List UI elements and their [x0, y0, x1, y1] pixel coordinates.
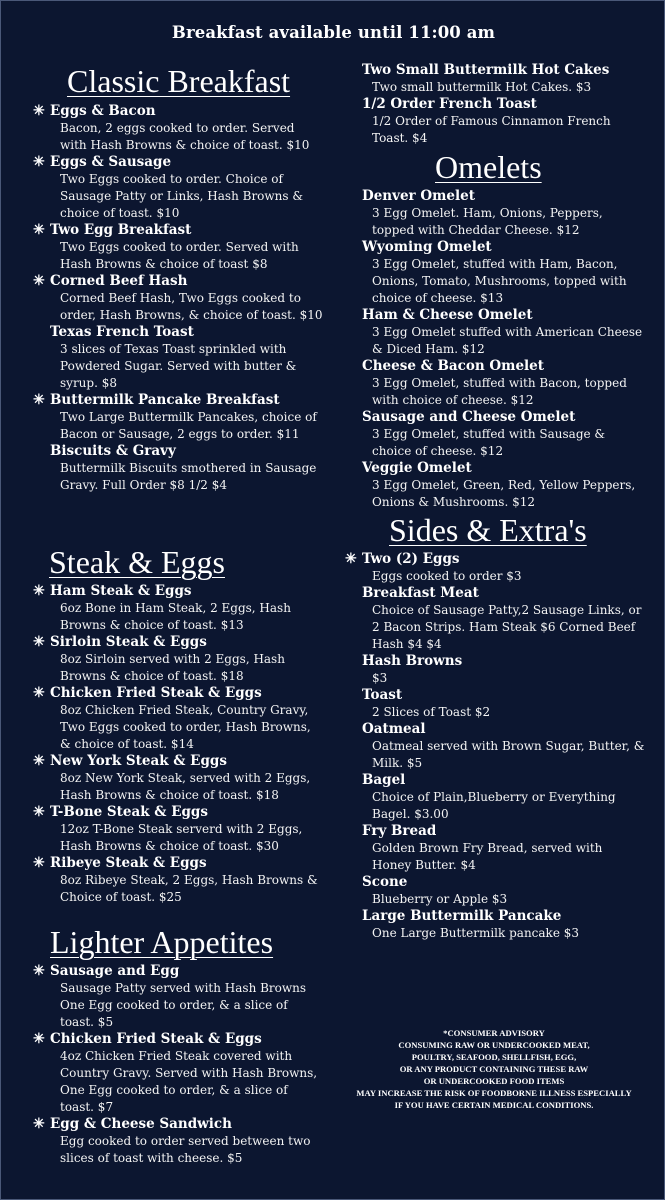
menu-item-name-row — [33, 273, 323, 290]
menu-item-description: Choice of Plain,Blueberry or Everything Bagel. $3.00 — [372, 790, 616, 821]
menu-item-description: Egg cooked to order served between two slices of toast with cheese. $5 — [60, 1134, 311, 1165]
menu-item-name-row — [33, 804, 323, 821]
menu-item — [33, 685, 323, 753]
menu-item-name: T-Bone Steak & Eggs — [50, 804, 208, 820]
menu-item-description: 8oz Ribeye Steak, 2 Eggs, Hash Browns & Choice of toast. $25 — [60, 873, 318, 904]
menu-item — [345, 62, 645, 96]
menu-item-name: Texas French Toast — [50, 324, 194, 340]
menu-item-name: Scone — [362, 874, 408, 890]
menu-item-name: 1/2 Order French Toast — [362, 96, 537, 112]
menu-item — [345, 721, 645, 772]
asterisk-bullet-icon: ✳ — [33, 685, 45, 701]
menu-item — [345, 188, 645, 239]
menu-item-description: Two small buttermilk Hot Cakes. $3 — [372, 80, 592, 94]
menu-item-description: 3 Egg Omelet stuffed with American Cheese & Diced Ham. $12 — [372, 325, 643, 356]
menu-item-name-row — [345, 823, 645, 840]
menu-item — [345, 239, 645, 307]
advisory-line: *CONSUMER ADVISORY — [443, 1028, 545, 1038]
menu-item-name: Ribeye Steak & Eggs — [50, 855, 207, 871]
menu-item-name: Toast — [362, 687, 403, 703]
menu-item-description: One Large Buttermilk pancake $3 — [372, 926, 580, 940]
menu-item — [33, 222, 323, 273]
menu-item-name-row — [345, 188, 645, 205]
menu-item-name-row — [33, 222, 323, 239]
menu-item-description: Eggs cooked to order $3 — [372, 569, 522, 583]
menu-item-description: 3 Egg Omelet, stuffed with Ham, Bacon, Onions, Tomato, Mushrooms, topped with choice of cheese. $13 — [372, 257, 627, 305]
menu-item-name: Sirloin Steak & Eggs — [50, 634, 207, 650]
menu-item — [33, 753, 323, 804]
menu-item-name-row — [345, 908, 645, 925]
section-title-steak-eggs: Steak & Eggs — [49, 544, 225, 580]
menu-item-name: Breakfast Meat — [362, 585, 479, 601]
menu-item — [345, 585, 645, 653]
asterisk-bullet-icon: ✳ — [33, 392, 45, 408]
menu-item-name-row — [33, 103, 323, 120]
menu-item-description: Buttermilk Biscuits smothered in Sausage Gravy. Full Order $8 1/2 $4 — [60, 461, 317, 492]
menu-item-name: Ham Steak & Eggs — [50, 583, 192, 599]
menu-item-description: 1/2 Order of Famous Cinnamon French Toast. $4 — [372, 114, 611, 145]
menu-item-name-row — [345, 239, 645, 256]
steak-eggs-list — [33, 583, 323, 906]
menu-item-name: Two (2) Eggs — [362, 551, 460, 567]
menu-item-name: Two Small Buttermilk Hot Cakes — [362, 62, 610, 78]
menu-item-name-row — [33, 963, 323, 980]
menu-item-name-row — [345, 721, 645, 738]
menu-item-name-row — [345, 409, 645, 426]
sides-extras-list — [345, 551, 645, 942]
hot-cakes-list — [345, 62, 645, 147]
menu-item-description: 3 slices of Texas Toast sprinkled with Powdered Sugar. Served with butter & syrup. $8 — [60, 342, 297, 390]
advisory-line: OR ANY PRODUCT CONTAINING THESE RAW — [399, 1064, 589, 1074]
menu-item-name-row — [33, 1031, 323, 1048]
menu-item-description: 3 Egg Omelet, stuffed with Sausage & choice of cheese. $12 — [372, 427, 606, 458]
menu-item-name-row — [345, 585, 645, 602]
menu-item — [345, 653, 645, 687]
menu-item-description: Choice of Sausage Patty,2 Sausage Links, or 2 Bacon Strips. Ham Steak $6 Corned Beef Hash $4 $4 — [372, 603, 642, 651]
menu-item-description: 8oz Chicken Fried Steak, Country Gravy, Two Eggs cooked to order, Hash Browns, & choice of toast. $14 — [60, 703, 311, 751]
menu-item-name: New York Steak & Eggs — [50, 753, 227, 769]
menu-item-description: 3 Egg Omelet, Green, Red, Yellow Peppers, Onions & Mushrooms. $12 — [372, 478, 636, 509]
menu-item-name: Corned Beef Hash — [50, 273, 188, 289]
menu-item-name: Biscuits & Gravy — [50, 443, 176, 459]
menu-item — [345, 460, 645, 511]
menu-item-name-row — [345, 460, 645, 477]
menu-item — [33, 583, 323, 634]
advisory-line: MAY INCREASE THE RISK OF FOODBORNE ILLNESS ESPECIALLY — [356, 1088, 632, 1098]
menu-item-name: Egg & Cheese Sandwich — [50, 1116, 232, 1132]
menu-item — [33, 634, 323, 685]
menu-item-name-row — [33, 443, 323, 460]
menu-item-name: Cheese & Bacon Omelet — [362, 358, 544, 374]
menu-item-description: 3 Egg Omelet, stuffed with Bacon, topped with choice of cheese. $12 — [372, 376, 627, 407]
menu-item-name-row — [33, 753, 323, 770]
menu-item-description: Golden Brown Fry Bread, served with Honey Butter. $4 — [372, 841, 603, 872]
menu-item-name-row — [33, 855, 323, 872]
menu-item-description: 8oz Sirloin served with 2 Eggs, Hash Browns & choice of toast. $18 — [60, 652, 285, 683]
consumer-advisory — [329, 1027, 659, 1111]
menu-item-name-row — [33, 1116, 323, 1133]
menu-item — [33, 804, 323, 855]
menu-item-description: 12oz T-Bone Steak serverd with 2 Eggs, Hash Browns & choice of toast. $30 — [60, 822, 303, 853]
menu-item-description: Oatmeal served with Brown Sugar, Butter, & Milk. $5 — [372, 739, 645, 770]
menu-item-description: 3 Egg Omelet. Ham, Onions, Peppers, topped with Cheddar Cheese. $12 — [372, 206, 603, 237]
menu-item-name: Denver Omelet — [362, 188, 475, 204]
menu-item-name-row — [345, 307, 645, 324]
menu-item-name: Oatmeal — [362, 721, 426, 737]
menu-item-name: Eggs & Sausage — [50, 154, 172, 170]
menu-item-description: Two Eggs cooked to order. Served with Hash Browns & choice of toast $8 — [60, 240, 299, 271]
menu-item-name-row — [345, 96, 645, 113]
menu-item-description: 6oz Bone in Ham Steak, 2 Eggs, Hash Browns & choice of toast. $13 — [60, 601, 291, 632]
menu-item-description: 8oz New York Steak, served with 2 Eggs, Hash Browns & choice of toast. $18 — [60, 771, 311, 802]
advisory-line: CONSUMING RAW OR UNDERCOOKED MEAT, — [398, 1040, 590, 1050]
menu-item — [33, 103, 323, 154]
asterisk-bullet-icon: ✳ — [33, 753, 45, 769]
menu-item — [345, 874, 645, 908]
menu-item — [33, 443, 323, 494]
menu-item — [33, 963, 323, 1031]
menu-item-name-row — [33, 685, 323, 702]
omelets-list — [345, 188, 645, 511]
asterisk-bullet-icon: ✳ — [33, 103, 45, 119]
menu-item — [33, 324, 323, 392]
section-title-sides-extras: Sides & Extra's — [389, 512, 587, 548]
menu-item — [33, 1031, 323, 1116]
menu-item-name-row — [33, 154, 323, 171]
menu-item-description: Sausage Patty served with Hash Browns One Egg cooked to order, & a slice of toast. $5 — [60, 981, 307, 1029]
menu-item — [33, 855, 323, 906]
menu-item-name-row — [345, 358, 645, 375]
menu-item-name-row — [33, 392, 323, 409]
menu-item-name: Wyoming Omelet — [362, 239, 492, 255]
menu-item-name-row — [345, 551, 645, 568]
menu-item-name: Two Egg Breakfast — [50, 222, 192, 238]
asterisk-bullet-icon: ✳ — [33, 855, 45, 871]
asterisk-bullet-icon: ✳ — [33, 273, 45, 289]
advisory-line: POULTRY, SEAFOOD, SHELLFISH, EGG, — [411, 1052, 577, 1062]
menu-item-name-row — [345, 653, 645, 670]
asterisk-bullet-icon: ✳ — [33, 1116, 45, 1132]
menu-item-name-row — [33, 324, 323, 341]
breakfast-hours-banner: Breakfast available until 11:00 am — [171, 23, 496, 42]
advisory-line: OR UNDERCOOKED FOOD ITEMS — [423, 1076, 565, 1086]
menu-item — [33, 392, 323, 443]
menu-item-name: Fry Bread — [362, 823, 437, 839]
menu-item-description: Corned Beef Hash, Two Eggs cooked to order, Hash Browns, & choice of toast. $10 — [60, 291, 323, 322]
menu-item-name: Large Buttermilk Pancake — [362, 908, 562, 924]
menu-item-name-row — [345, 772, 645, 789]
asterisk-bullet-icon: ✳ — [33, 804, 45, 820]
menu-item-name: Buttermilk Pancake Breakfast — [50, 392, 280, 408]
menu-item — [345, 96, 645, 147]
menu-item-name: Sausage and Cheese Omelet — [362, 409, 576, 425]
asterisk-bullet-icon: ✳ — [33, 1031, 45, 1047]
menu-item — [345, 409, 645, 460]
menu-item-description: $3 — [372, 671, 388, 685]
menu-item — [345, 358, 645, 409]
menu-item — [345, 772, 645, 823]
advisory-line: IF YOU HAVE CERTAIN MEDICAL CONDITIONS. — [394, 1100, 594, 1110]
menu-item-name: Eggs & Bacon — [50, 103, 156, 119]
menu-item-name-row — [345, 687, 645, 704]
menu-item — [345, 307, 645, 358]
menu-item-name: Chicken Fried Steak & Eggs — [50, 1031, 262, 1047]
menu-item — [345, 823, 645, 874]
asterisk-bullet-icon: ✳ — [33, 634, 45, 650]
asterisk-bullet-icon: ✳ — [33, 583, 45, 599]
menu-item-name-row — [345, 62, 645, 79]
asterisk-bullet-icon: ✳ — [33, 963, 45, 979]
menu-item-name-row — [33, 634, 323, 651]
menu-item-description: Two Large Buttermilk Pancakes, choice of Bacon or Sausage, 2 eggs to order. $11 — [60, 410, 317, 441]
asterisk-bullet-icon: ✳ — [33, 222, 45, 238]
menu-item-name: Sausage and Egg — [50, 963, 180, 979]
menu-item-name-row — [33, 583, 323, 600]
menu-item-description: 4oz Chicken Fried Steak covered with Country Gravy. Served with Hash Browns, One Egg cooked to order, & a slice of toast. $7 — [60, 1049, 318, 1114]
menu-item — [345, 687, 645, 721]
menu-item-name-row — [345, 874, 645, 891]
section-title-lighter-appetites: Lighter Appetites — [50, 924, 274, 960]
menu-item — [33, 154, 323, 222]
menu-item-description: Blueberry or Apple $3 — [372, 892, 508, 906]
menu-item — [33, 273, 323, 324]
menu-item-description: 2 Slices of Toast $2 — [372, 705, 491, 719]
lighter-appetites-list — [33, 963, 323, 1167]
section-title-omelets: Omelets — [435, 149, 542, 185]
menu-item — [33, 1116, 323, 1167]
asterisk-bullet-icon: ✳ — [33, 154, 45, 170]
section-title-classic-breakfast: Classic Breakfast — [67, 63, 291, 99]
menu-item — [345, 551, 645, 585]
menu-item-name: Hash Browns — [362, 653, 463, 669]
menu-item-name: Bagel — [362, 772, 406, 788]
menu-item-description: Bacon, 2 eggs cooked to order. Served with Hash Browns & choice of toast. $10 — [60, 121, 310, 152]
menu-item-name: Ham & Cheese Omelet — [362, 307, 533, 323]
classic-breakfast-list — [33, 103, 323, 494]
menu-item — [345, 908, 645, 942]
menu-item-name: Veggie Omelet — [362, 460, 472, 476]
menu-item-name: Chicken Fried Steak & Eggs — [50, 685, 262, 701]
asterisk-bullet-icon: ✳ — [345, 551, 357, 567]
menu-item-description: Two Eggs cooked to order. Choice of Sausage Patty or Links, Hash Browns & choice of toast. $10 — [60, 172, 304, 220]
